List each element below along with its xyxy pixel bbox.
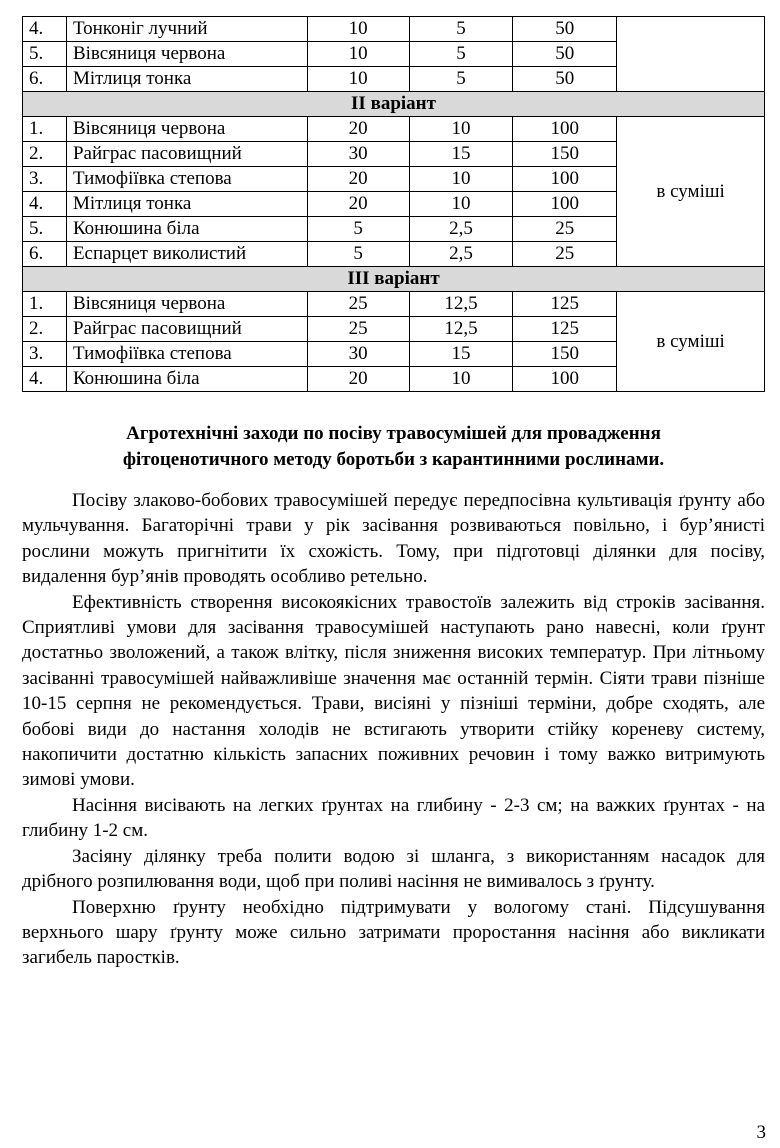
variant-header-row <box>23 267 765 292</box>
value-c: 50 <box>513 67 617 92</box>
value-c: 150 <box>513 342 617 367</box>
paragraph: Ефективність створення високоякісних травостоїв залежить від строків засівання. Сприятливі умови для засівання травосумішей наступають рано навесні, коли ґрунт достатньо зволожений, а також влітку, після зниження високих температур. При літньому засіванні травосумішей найважливіше значення має останній термін. Сіяти трави пізніше 10-15 серпня не рекомендується. Трави, висіяні у пізніші терміни, добре сходять, але бобові види до настання холодів не встигають утворити стійку кореневу систему, накопичити достатню кількість запасних поживних речовин і тому важко витримують зимові умови. <box>22 591 765 791</box>
species-name: Тимофіївка степова <box>66 342 307 367</box>
variant-3-label: III варіант <box>23 267 765 292</box>
value-c: 100 <box>513 117 617 142</box>
row-number: 5. <box>23 217 67 242</box>
paragraph: Насіння висівають на легких ґрунтах на глибину - 2-3 см; на важких ґрунтах - на глибину 1-2 см. <box>22 794 765 842</box>
mixture-note: в суміші <box>617 117 765 267</box>
value-c: 100 <box>513 167 617 192</box>
row-number: 2. <box>23 142 67 167</box>
species-name: Вівсяниця червона <box>66 42 307 67</box>
value-a: 10 <box>307 42 409 67</box>
species-name: Вівсяниця червона <box>66 292 307 317</box>
species-name: Тимофіївка степова <box>66 167 307 192</box>
value-a: 25 <box>307 292 409 317</box>
row-number: 4. <box>23 192 67 217</box>
paragraph: Поверхню ґрунту необхідно підтримувати у вологому стані. Підсушування верхнього шару ґрунту може сильно затримати проростання насіння або викликати загибель паростків. <box>22 896 765 969</box>
value-c: 100 <box>513 367 617 392</box>
value-b: 10 <box>409 192 513 217</box>
note-cell <box>617 17 765 92</box>
value-a: 10 <box>307 67 409 92</box>
value-b: 2,5 <box>409 217 513 242</box>
row-number: 3. <box>23 167 67 192</box>
value-c: 50 <box>513 42 617 67</box>
species-name: Мітлиця тонка <box>66 192 307 217</box>
row-number: 6. <box>23 242 67 267</box>
value-b: 15 <box>409 142 513 167</box>
species-name: Вівсяниця червона <box>66 117 307 142</box>
value-a: 30 <box>307 142 409 167</box>
table-row <box>23 292 765 317</box>
value-b: 5 <box>409 67 513 92</box>
value-b: 12,5 <box>409 317 513 342</box>
row-number: 4. <box>23 367 67 392</box>
value-c: 100 <box>513 192 617 217</box>
row-number: 3. <box>23 342 67 367</box>
paragraph: Засіяну ділянку треба полити водою зі шланга, з використанням насадок для дрібного розпилювання води, щоб при поливі насіння не вимивалось з ґрунту. <box>22 845 765 893</box>
body-text <box>22 488 765 971</box>
paragraph: Посіву злаково-бобових травосумішей передує передпосівна культивація ґрунту або мульчування. Багаторічні трави у рік засівання розвиваються повільно, і бур’янисті рослини можуть пригнітити їх схожість. Тому, при підготовці ділянки для посіву, видалення бур’янів проводять особливо ретельно. <box>22 490 765 588</box>
row-number: 1. <box>23 292 67 317</box>
heading-line-1: Агротехнічні заходи по посіву травосумішей для провадження <box>126 423 661 444</box>
value-c: 125 <box>513 292 617 317</box>
value-a: 20 <box>307 117 409 142</box>
value-c: 50 <box>513 17 617 42</box>
value-b: 2,5 <box>409 242 513 267</box>
value-c: 150 <box>513 142 617 167</box>
species-name: Мітлиця тонка <box>66 67 307 92</box>
species-name: Еспарцет виколистий <box>66 242 307 267</box>
value-a: 20 <box>307 192 409 217</box>
value-a: 30 <box>307 342 409 367</box>
heading-line-2: фітоценотичного методу боротьби з карантинними рослинами. <box>122 449 665 470</box>
value-a: 20 <box>307 167 409 192</box>
value-a: 10 <box>307 17 409 42</box>
table-row <box>23 17 765 42</box>
row-number: 1. <box>23 117 67 142</box>
value-a: 5 <box>307 242 409 267</box>
row-number: 4. <box>23 17 67 42</box>
value-c: 25 <box>513 217 617 242</box>
value-b: 10 <box>409 167 513 192</box>
value-c: 125 <box>513 317 617 342</box>
value-a: 20 <box>307 367 409 392</box>
species-name: Райграс пасовищний <box>66 142 307 167</box>
value-c: 25 <box>513 242 617 267</box>
row-number: 2. <box>23 317 67 342</box>
species-name: Конюшина біла <box>66 217 307 242</box>
row-number: 6. <box>23 67 67 92</box>
value-a: 25 <box>307 317 409 342</box>
mixture-note: в суміші <box>617 292 765 392</box>
value-b: 10 <box>409 117 513 142</box>
section-heading <box>22 421 765 473</box>
value-b: 12,5 <box>409 292 513 317</box>
species-name: Конюшина біла <box>66 367 307 392</box>
page-number: 3 <box>756 1122 766 1143</box>
seeding-rates-table <box>22 16 765 392</box>
species-name: Райграс пасовищний <box>66 317 307 342</box>
variant-2-label: II варіант <box>23 92 765 117</box>
variant-header-row <box>23 92 765 117</box>
row-number: 5. <box>23 42 67 67</box>
species-name: Тонконіг лучний <box>66 17 307 42</box>
value-b: 15 <box>409 342 513 367</box>
value-b: 10 <box>409 367 513 392</box>
value-b: 5 <box>409 42 513 67</box>
value-a: 5 <box>307 217 409 242</box>
table-row <box>23 117 765 142</box>
value-b: 5 <box>409 17 513 42</box>
